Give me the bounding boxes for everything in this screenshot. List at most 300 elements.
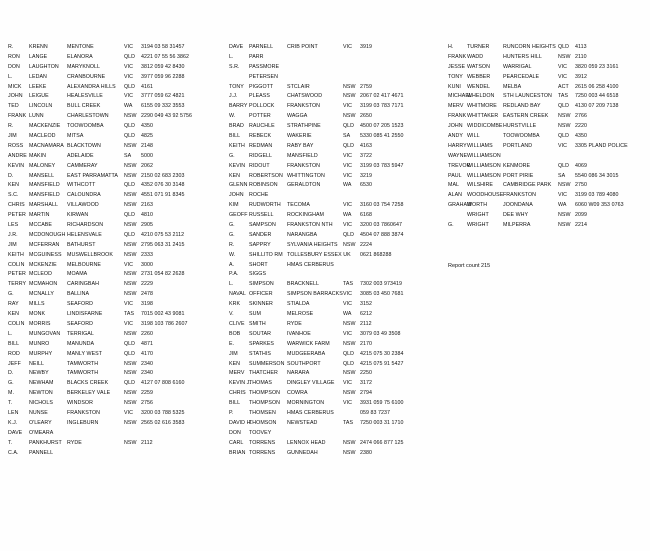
- member-row: [8, 439, 223, 449]
- town: MANUNDA: [67, 340, 95, 347]
- first-name: KEN: [8, 311, 20, 318]
- first-name: PETER: [8, 212, 26, 219]
- first-name: WAYNE: [448, 152, 468, 159]
- town: RYDE: [67, 439, 82, 446]
- state: QLD: [343, 123, 355, 130]
- first-name: GEOFF: [229, 212, 248, 219]
- state: QLD: [558, 162, 570, 169]
- last-name: NEWTON: [29, 390, 53, 397]
- state: NSW: [558, 182, 571, 189]
- town: LINDISFARNE: [67, 311, 103, 318]
- state: VIC: [124, 320, 133, 327]
- member-row: [229, 92, 443, 102]
- town: BLACKTOWN: [67, 142, 101, 149]
- last-name: RAUCHLE: [249, 123, 275, 130]
- member-row: [448, 112, 648, 122]
- postcode-phone: 2650: [360, 113, 372, 120]
- postcode-phone: 3722: [360, 152, 372, 159]
- member-row: [8, 172, 223, 182]
- town: RYDE: [287, 320, 302, 327]
- state: TAS: [558, 93, 569, 100]
- first-name: ROD: [8, 350, 20, 357]
- member-row: [8, 83, 223, 93]
- postcode-phone: 3812 059 42 8430: [141, 63, 185, 70]
- last-name: PARR: [249, 53, 264, 60]
- town: CARINGBAH: [67, 281, 99, 288]
- member-row: [8, 369, 223, 379]
- member-row: [448, 221, 648, 231]
- member-row: [229, 409, 443, 419]
- town: FRANKSTON: [287, 162, 321, 169]
- last-name: MAKIN: [29, 152, 47, 159]
- last-name: THOMPSON: [249, 400, 281, 407]
- member-row: [448, 73, 648, 83]
- state: QLD: [124, 380, 136, 387]
- first-name: ROSS: [8, 142, 24, 149]
- town: TOOWOOMBA: [503, 133, 540, 140]
- state: QLD: [124, 133, 136, 140]
- member-row: [8, 449, 223, 459]
- postcode-phone: 2795 063 31 2415: [141, 241, 185, 248]
- member-row: [8, 112, 223, 122]
- first-name: JIM: [8, 241, 17, 248]
- first-name: KEITH: [229, 142, 245, 149]
- first-name: JIM: [229, 350, 238, 357]
- postcode-phone: 2112: [141, 439, 153, 446]
- member-row: [8, 211, 223, 221]
- first-name: V.: [229, 311, 234, 318]
- first-name: JOHN: [8, 93, 23, 100]
- state: SA: [343, 133, 351, 140]
- member-row: [8, 399, 223, 409]
- member-row: [229, 261, 443, 271]
- postcode-phone: 2750: [575, 182, 587, 189]
- state: NSW: [343, 320, 356, 327]
- member-row: [448, 132, 648, 142]
- postcode-phone: 2259: [141, 390, 153, 397]
- postcode-phone: 3000: [141, 261, 153, 268]
- first-name: KIM: [229, 202, 239, 209]
- town: LENNOX HEAD: [287, 439, 326, 446]
- postcode-phone: 2229: [141, 281, 153, 288]
- state: VIC: [558, 63, 567, 70]
- postcode-phone: 4871: [141, 340, 153, 347]
- state: NSW: [124, 222, 137, 229]
- state: VIC: [343, 162, 352, 169]
- first-name: BILL: [8, 340, 20, 347]
- member-row: [229, 270, 443, 280]
- postcode-phone: 7250 003 31 1710: [360, 419, 404, 426]
- postcode-phone: 3172: [360, 380, 372, 387]
- first-name: JOHN: [229, 192, 244, 199]
- town: HEALESVILLE: [67, 93, 103, 100]
- last-name: WORTH: [467, 202, 488, 209]
- first-name: KEN: [229, 360, 241, 367]
- postcode-phone: 2220: [575, 123, 587, 130]
- last-name: LUNN: [29, 113, 44, 120]
- postcode-phone: 3777 059 62 4821: [141, 93, 185, 100]
- first-name: JESSE: [448, 63, 466, 70]
- first-name: TREVOR: [448, 162, 471, 169]
- first-name: D.: [8, 172, 14, 179]
- first-name: G.: [229, 152, 235, 159]
- last-name: SOUTAR: [249, 330, 271, 337]
- first-name: T.: [8, 439, 13, 446]
- member-row: [448, 211, 648, 221]
- postcode-phone: 4161: [141, 83, 153, 90]
- last-name: TORRENS: [249, 439, 276, 446]
- first-name: W.: [229, 251, 236, 258]
- town: ELANORA: [67, 53, 93, 60]
- member-row: [8, 43, 223, 53]
- town: MORNINGTON: [287, 400, 325, 407]
- member-row: [229, 63, 443, 73]
- state: VIC: [124, 44, 133, 50]
- first-name: JIM: [8, 133, 17, 140]
- last-name: THOMSEN: [249, 409, 276, 416]
- member-row: [8, 191, 223, 201]
- last-name: THOMSON: [249, 419, 277, 426]
- member-row: [8, 221, 223, 231]
- state: NSW: [343, 439, 356, 446]
- member-row: [8, 241, 223, 251]
- first-name: JEFF: [8, 360, 21, 367]
- postcode-phone: 3200 03 7860647: [360, 222, 402, 229]
- town: MANSFIELD: [287, 152, 318, 159]
- last-name: ROBERTSON: [249, 172, 283, 179]
- last-name: WEBBER: [467, 73, 491, 80]
- member-row: [448, 142, 648, 152]
- town: HUNTERS HILL: [503, 53, 542, 60]
- state: QLD: [124, 83, 136, 90]
- last-name: SHORT: [249, 261, 268, 268]
- town: TECOMA: [287, 202, 310, 209]
- last-name: WRIGHT: [467, 212, 489, 219]
- first-name: TONY: [229, 83, 244, 90]
- postcode-phone: 4350: [141, 123, 153, 130]
- state: WA: [343, 311, 352, 318]
- member-row: [229, 429, 443, 439]
- report-count: Report count 215: [448, 263, 491, 269]
- first-name: G.: [229, 231, 235, 238]
- town: DINGLEY VILLAGE: [287, 380, 335, 387]
- postcode-phone: 3912: [575, 73, 587, 80]
- postcode-phone: 4069: [575, 162, 587, 169]
- postcode-phone: 4352 076 30 3148: [141, 182, 185, 189]
- postcode-phone: 2260: [141, 330, 153, 337]
- first-name: NAVAL: [229, 291, 246, 298]
- town: SEAFORD: [67, 320, 93, 327]
- town: CRIB POINT: [287, 44, 318, 50]
- first-name: KEVIN: [8, 162, 25, 169]
- member-row: [8, 330, 223, 340]
- town: BLACKS CREEK: [67, 380, 109, 387]
- town: WHITTINGTON: [287, 172, 325, 179]
- last-name: TORRENS: [249, 449, 276, 456]
- postcode-phone: 4163: [360, 142, 372, 149]
- postcode-phone: 3919: [360, 44, 372, 50]
- last-name: MANSFIELD: [29, 192, 60, 199]
- first-name: KRK: [229, 301, 241, 308]
- last-name: NEWBY: [29, 370, 49, 377]
- town: KENMORE: [503, 162, 531, 169]
- state: NSW: [124, 439, 137, 446]
- town: MOAMA: [67, 271, 88, 278]
- postcode-phone: 4350: [575, 133, 587, 140]
- state: NSW: [124, 251, 137, 258]
- last-name: MACLEOD: [29, 133, 56, 140]
- member-row: [8, 429, 223, 439]
- member-row: [229, 290, 443, 300]
- first-name: TED: [8, 103, 19, 110]
- postcode-phone: 6212: [360, 311, 372, 318]
- state: NSW: [124, 419, 137, 426]
- first-name: J.J.: [229, 93, 238, 100]
- postcode-phone: 4113: [575, 44, 587, 50]
- state: NSW: [343, 370, 356, 377]
- last-name: MCNALLY: [29, 291, 54, 298]
- member-row: [448, 102, 648, 112]
- state: VIC: [124, 63, 133, 70]
- first-name: R.: [8, 44, 14, 50]
- town: GERALDTON: [287, 182, 321, 189]
- state: NSW: [124, 271, 137, 278]
- member-row: [229, 340, 443, 350]
- postcode-phone: 2099: [575, 212, 587, 219]
- postcode-phone: 2794: [360, 390, 372, 397]
- town: CALOUNDRA: [67, 192, 101, 199]
- last-name: MCFERRAN: [29, 241, 60, 248]
- town: TAMWORTH: [67, 370, 99, 377]
- town: MELBA: [503, 83, 522, 90]
- member-row: [448, 172, 648, 182]
- postcode-phone: 3194 03 58 31457: [141, 44, 185, 50]
- postcode-phone: 2067 02 417 4671: [360, 93, 404, 100]
- first-name: FRANK: [448, 53, 467, 60]
- first-name: DON: [229, 429, 241, 436]
- member-row: [448, 162, 648, 172]
- first-name: DAVID H.: [229, 419, 252, 426]
- first-name: TERRY: [8, 281, 27, 288]
- postcode-phone: 3160 03 754 7258: [360, 202, 404, 209]
- state: QLD: [343, 142, 355, 149]
- member-row: [229, 73, 443, 83]
- member-row: [229, 360, 443, 370]
- member-row: [229, 172, 443, 182]
- member-row: [8, 261, 223, 271]
- postcode-phone: 4210 075 53 2112: [141, 231, 185, 238]
- first-name: BOB: [229, 330, 241, 337]
- last-name: WHITMORE: [467, 103, 497, 110]
- postcode-phone: 2290 049 43 92 5756: [141, 113, 193, 120]
- state: NSW: [124, 400, 137, 407]
- last-name: RIDGELL: [249, 152, 273, 159]
- member-row: [8, 251, 223, 261]
- last-name: TOOVEY: [249, 429, 272, 436]
- member-row: [8, 340, 223, 350]
- first-name: ANDY: [448, 133, 463, 140]
- postcode-phone: 5330 085 41 2550: [360, 133, 404, 140]
- last-name: WILLIAMS: [467, 142, 493, 149]
- postcode-phone: 2112: [360, 320, 372, 327]
- first-name: KEN: [8, 182, 20, 189]
- first-name: MERV: [448, 103, 464, 110]
- town: HMAS CERBERUS: [287, 409, 334, 416]
- last-name: MURPHY: [29, 350, 53, 357]
- state: QLD: [343, 360, 355, 367]
- town: TERRIGAL: [67, 330, 94, 337]
- state: NSW: [124, 192, 137, 199]
- member-row: [229, 399, 443, 409]
- postcode-phone: 2333: [141, 251, 153, 258]
- state: ACT: [558, 83, 569, 90]
- first-name: H.: [448, 44, 454, 50]
- first-name: PETER: [8, 271, 26, 278]
- postcode-phone: 4504 07 888 3874: [360, 231, 404, 238]
- first-name: BARRY: [229, 103, 248, 110]
- last-name: SUM: [249, 311, 261, 318]
- first-name: DON: [8, 63, 20, 70]
- state: NSW: [124, 142, 137, 149]
- first-name: RAY: [8, 301, 19, 308]
- last-name: WILL: [467, 133, 480, 140]
- town: WARWICK FARM: [287, 340, 330, 347]
- first-name: BILL: [229, 400, 241, 407]
- last-name: NEILL: [29, 360, 44, 367]
- first-name: KEVIN J.: [229, 380, 251, 387]
- last-name: MANSELL: [29, 172, 55, 179]
- last-name: MCDONOUGH: [29, 231, 66, 238]
- postcode-phone: 3305 PLAND POLICE: [575, 142, 628, 149]
- first-name: PAUL: [448, 172, 462, 179]
- town: BERKELEY VALE: [67, 390, 111, 397]
- first-name: CARL: [229, 439, 244, 446]
- last-name: PANNELL: [29, 449, 54, 456]
- state: QLD: [558, 103, 570, 110]
- member-row: [8, 360, 223, 370]
- member-row: [448, 53, 648, 63]
- first-name: KUNI: [448, 83, 461, 90]
- first-name: L.: [8, 73, 13, 80]
- town: CHARLESTOWN: [67, 113, 109, 120]
- state: VIC: [343, 222, 352, 229]
- postcode-phone: 7015 002 43 9081: [141, 311, 185, 318]
- postcode-phone: 4825: [141, 133, 153, 140]
- state: VIC: [343, 400, 352, 407]
- last-name: WILLIAMSON: [467, 162, 501, 169]
- column-1: [8, 43, 223, 458]
- last-name: WHITTAKER: [467, 113, 499, 120]
- last-name: REBECK: [249, 133, 272, 140]
- first-name: ANDRE: [8, 152, 27, 159]
- last-name: MALONEY: [29, 162, 56, 169]
- postcode-phone: 2759: [360, 83, 372, 90]
- state: VIC: [343, 291, 352, 298]
- postcode-phone: 6168: [360, 212, 372, 219]
- first-name: K.J.: [8, 419, 18, 426]
- postcode-phone: 6155 09 332 3553: [141, 103, 185, 110]
- town: PEARCEDALE: [503, 73, 540, 80]
- last-name: SAMPSON: [249, 222, 276, 229]
- postcode-phone: 2380: [360, 449, 372, 456]
- member-row: [8, 53, 223, 63]
- first-name: MERV: [229, 370, 245, 377]
- last-name: WOODHOUSE: [467, 192, 504, 199]
- town: NARARA: [287, 370, 310, 377]
- postcode-phone: 2474 066 877 125: [360, 439, 404, 446]
- town: JOONDANA: [503, 202, 533, 209]
- town: BRACKNELL: [287, 281, 319, 288]
- last-name: POLLOCK: [249, 103, 275, 110]
- town: CAMMERAY: [67, 162, 98, 169]
- town: MARYKNOLL: [67, 63, 101, 70]
- town: FRANKSTON NTH: [287, 222, 333, 229]
- town: REDLAND BAY: [503, 103, 541, 110]
- member-row: [229, 53, 443, 63]
- last-name: PANKHURST: [29, 439, 62, 446]
- last-name: SKINNER: [249, 301, 273, 308]
- state: NSW: [343, 93, 356, 100]
- state: NSW: [124, 172, 137, 179]
- town: IVANHOE: [287, 330, 311, 337]
- last-name: WIDDICOMBE: [467, 123, 503, 130]
- town: STRATHPINE: [287, 123, 321, 130]
- town: PORT PIRIE: [503, 172, 534, 179]
- postcode-phone: 2224: [360, 241, 372, 248]
- member-row: [8, 92, 223, 102]
- town: FRANKSTON: [287, 103, 321, 110]
- town: MUDGEERABA: [287, 350, 326, 357]
- postcode-phone: 2163: [141, 202, 153, 209]
- town: INGLEBURN: [67, 419, 99, 426]
- member-row: [229, 102, 443, 112]
- state: QLD: [124, 212, 136, 219]
- member-row: [229, 181, 443, 191]
- column-2: [229, 43, 443, 458]
- last-name: WENDEL: [467, 83, 490, 90]
- state: NSW: [124, 113, 137, 120]
- member-row: [229, 152, 443, 162]
- last-name: NICHOLS: [29, 400, 53, 407]
- member-row: [229, 449, 443, 459]
- last-name: MCCABE: [29, 222, 52, 229]
- state: VIC: [343, 152, 352, 159]
- last-name: PARNELL: [249, 44, 274, 50]
- last-name: MUNGOVAN: [29, 330, 61, 337]
- postcode-phone: 6530: [360, 182, 372, 189]
- first-name: T.: [8, 400, 13, 407]
- last-name: LINCOLN: [29, 103, 53, 110]
- member-row: [448, 83, 648, 93]
- town: STIALDA: [287, 301, 310, 308]
- first-name: DAVE: [229, 44, 244, 50]
- state: QLD: [124, 340, 136, 347]
- town: WINDSOR: [67, 400, 93, 407]
- town: MILPERRA: [503, 222, 531, 229]
- state: VIC: [124, 301, 133, 308]
- town: COWRA: [287, 390, 308, 397]
- last-name: O'LEARY: [29, 419, 52, 426]
- postcode-phone: 2148: [141, 142, 153, 149]
- first-name: DAVE: [8, 429, 23, 436]
- state: WA: [343, 212, 352, 219]
- postcode-phone: 3219: [360, 172, 372, 179]
- member-row: [8, 162, 223, 172]
- member-row: [8, 181, 223, 191]
- member-row: [448, 92, 648, 102]
- town: ROCKINGHAM: [287, 212, 324, 219]
- member-row: [8, 270, 223, 280]
